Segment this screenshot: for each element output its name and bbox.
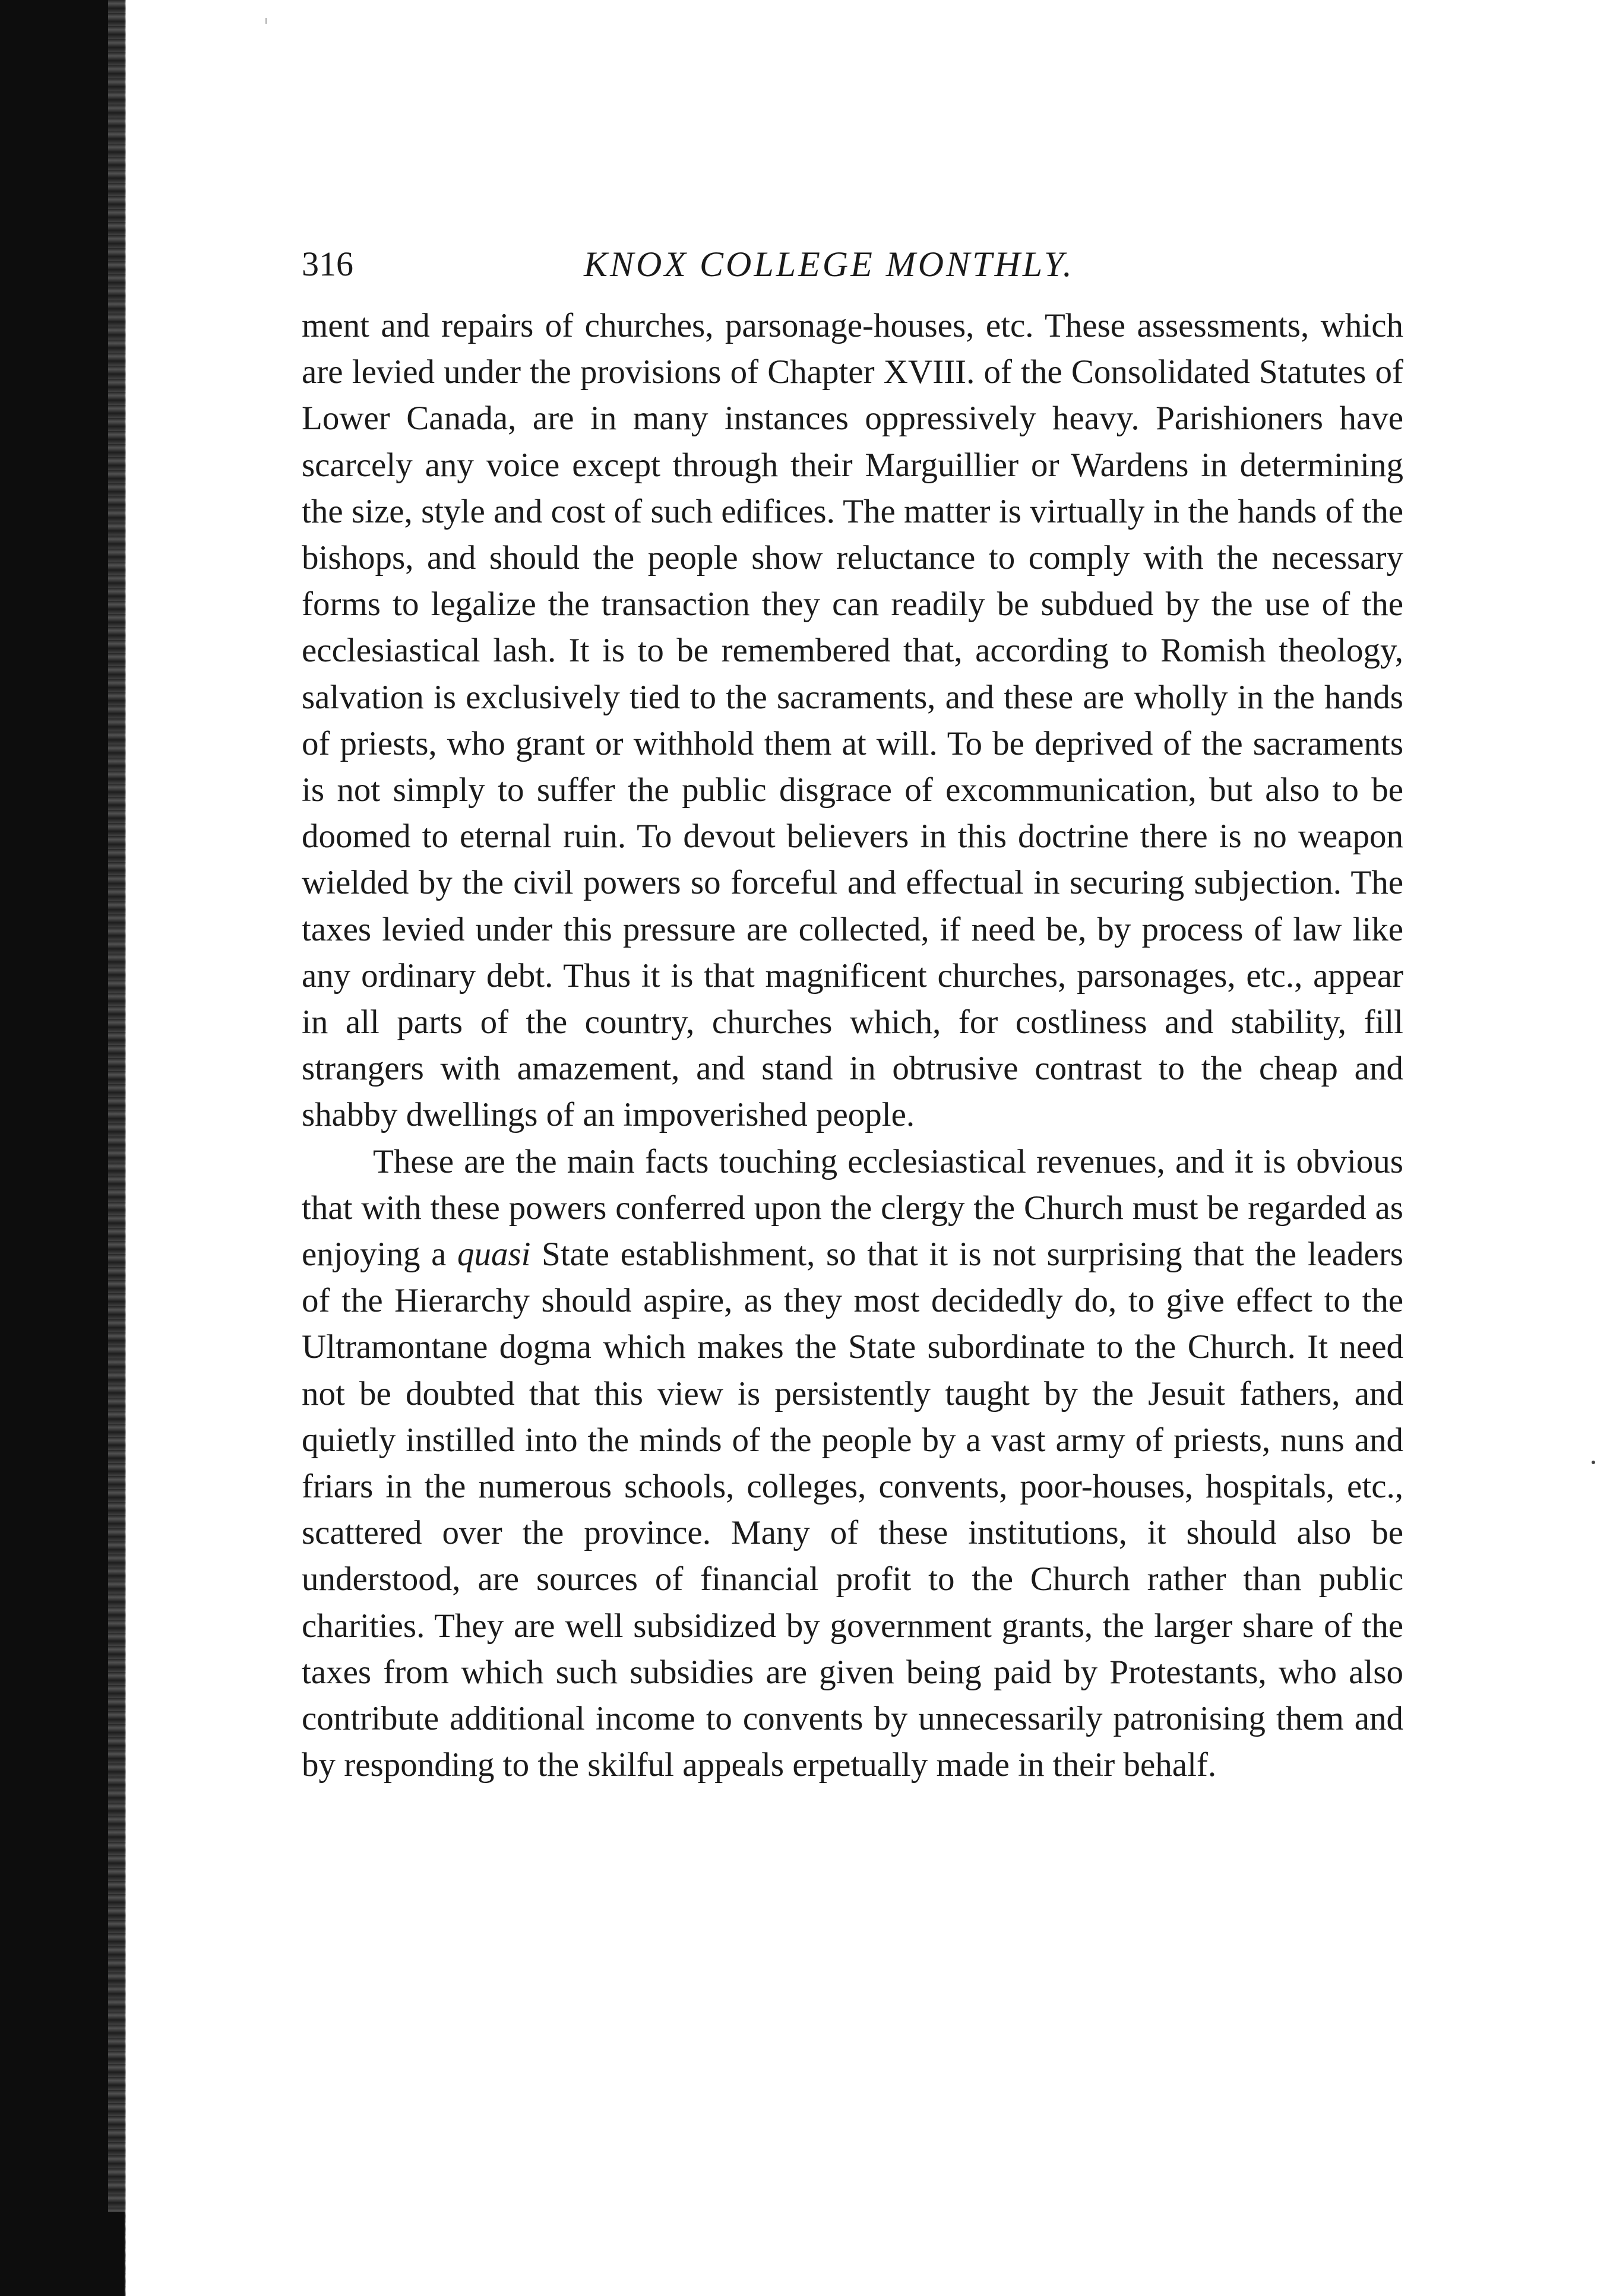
book-spine-shadow — [0, 0, 125, 2296]
spine-edge-texture — [108, 0, 126, 2296]
article-body — [302, 303, 1403, 1789]
scan-speck — [1592, 1461, 1595, 1464]
paragraph-2 — [302, 1139, 1403, 1789]
paragraph-2-text-a: These are the main facts touching ecclesiastical revenues, and it is obvious that with these powers conferred upon the clergy the Church must be regarded as enjoying a — [302, 1142, 1403, 1274]
page-header — [302, 235, 1430, 294]
quasi-italic: quasi — [457, 1236, 531, 1274]
paragraph-2-text-b: State establishment, so that it is not surprising that the leaders of the Hierarchy should aspire, as they most decidedly do, to give effect to the Ultramontane dogma which makes the State subordinate to the Church. It need not be doubted that this view is persistently taught by the Jesuit fathers, and quietly instilled into the minds of the people by a vast army of priests, nuns and friars in the numerous schools, colleges, convents, poor-houses, hospitals, etc., scattered over the province. Many of these institutions, it should also be understood, are sources of financial profit to the Church rather than public charities. They are well subsidized by government grants, the larger share of the taxes from which such subsidies are given being paid by Protestants, who also contribute additional income to convents by unnecessarily patronising them and by responding to the skilful appeals erpetually made in their behalf. — [302, 1236, 1403, 1784]
scan-mark — [265, 18, 267, 24]
running-title: KNOX COLLEGE MONTHLY. — [584, 245, 1074, 284]
paragraph-1: ment and repairs of churches, parsonage-houses, etc. These assessments, which are levied under the provisions of Chapter XVIII. of the Consolidated Statutes of Lower Canada, are in many instances oppressively heavy. Parishioners have scarcely any voice except through their Marguillier or Wardens in determining the size, style and cost of such edifices. The matter is virtually in the hands of the bishops, and should the people show reluctance to comply with the necessary forms to legalize the transaction they can readily be subdued by the use of the ecclesiastical lash. It is to be remembered that, according to Romish theology, salvation is exclusively tied to the sacraments, and these are wholly in the hands of priests, who grant or withhold them at will. To be deprived of the sacraments is not simply to suffer the public disgrace of excommunication, but also to be doomed to eternal ruin. To devout believers in this doctrine there is no weapon wielded by the civil powers so forceful and effectual in securing subjection. The taxes levied under this pressure are collected, if need be, by process of law like any ordinary debt. Thus it is that magnificent churches, parsonages, etc., appear in all parts of the country, churches which, for costliness and stability, fill strangers with amazement, and stand in obtrusive contrast to the cheap and shabby dwellings of an impoverished people. — [302, 307, 1403, 1134]
page-number: 316 — [302, 245, 353, 283]
spine-bottom-shadow — [65, 2212, 125, 2296]
